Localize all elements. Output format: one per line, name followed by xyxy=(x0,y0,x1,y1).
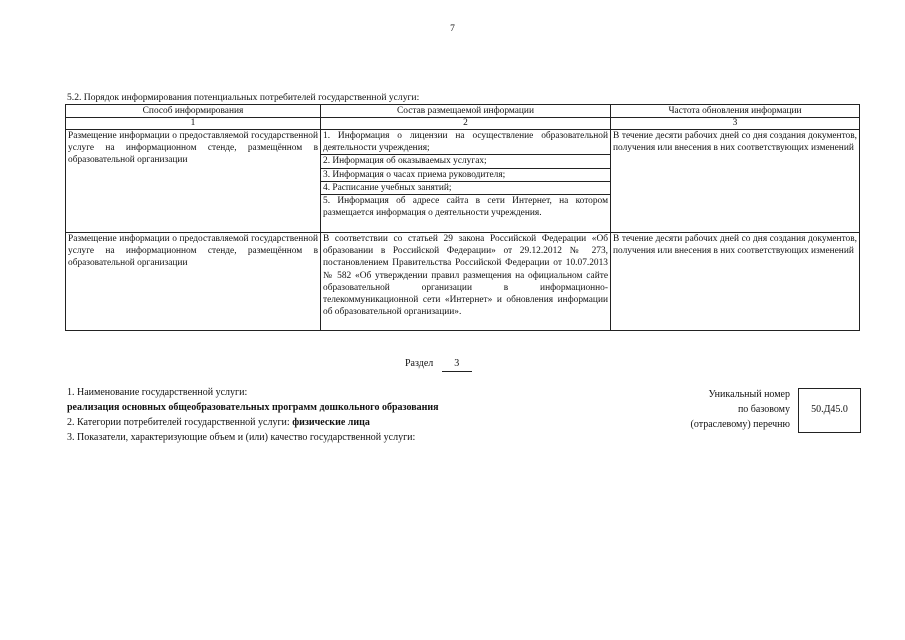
composition-item: 1. Информация о лицензии на осуществление образовательной деятельности учреждения; xyxy=(323,131,608,154)
consumers-value: физические лица xyxy=(292,417,370,428)
composition-legal-text: В соответствии со статьей 29 закона Российской Федерации «Об образовании в Российской Федерации» от 29.12.2012 № 273, постановлением Правительства Российской Федерации от 10.07.2013 № 582 «Об утверждении правил размещения на официальном сайте образовательной организации в информационно-телекоммуникационной сети «Интернет» и обновления информации об образовательной организации». xyxy=(323,234,608,318)
composition-item: 3. Информация о часах приема руководителя; xyxy=(321,168,610,181)
table-row xyxy=(66,233,860,331)
section-label: Раздел xyxy=(405,358,434,369)
method-cell xyxy=(66,130,321,233)
composition-item: 2. Информация об оказываемых услугах; xyxy=(321,154,610,167)
method-text: Размещение информации о предоставляемой государственной услуге на информационном стенде, размещённом в образовательной организации xyxy=(68,131,318,166)
unique-number-box xyxy=(798,388,861,433)
method-text: Размещение информации о предоставляемой государственной услуге на информационном стенде, размещённом в образовательной организации xyxy=(68,234,318,269)
frequency-cell xyxy=(611,233,860,331)
column-number: 3 xyxy=(611,118,860,130)
header-composition: Состав размещаемой информации xyxy=(321,105,611,118)
composition-cell xyxy=(321,130,611,233)
table-header-row xyxy=(66,105,860,118)
page-number: 7 xyxy=(450,24,455,34)
section-title xyxy=(405,358,472,372)
column-number: 2 xyxy=(321,118,611,130)
consumers-label: 2. Категории потребителей государственной услуги: xyxy=(67,417,290,428)
frequency-cell xyxy=(611,130,860,233)
header-method: Способ информирования xyxy=(66,105,321,118)
table-row xyxy=(66,130,860,233)
frequency-text: В течение десяти рабочих дней со дня создания документов, получения или внесения в них соответствующих изменений xyxy=(613,131,857,154)
consumers-line xyxy=(67,417,370,430)
table-column-numbers-row xyxy=(66,118,860,130)
unique-number-label-line: (отраслевому) перечню xyxy=(690,419,790,430)
service-name-value: реализация основных общеобразовательных программ дошкольного образования xyxy=(67,402,439,413)
unique-number-label-line: Уникальный номер xyxy=(708,389,790,400)
header-frequency: Частота обновления информации xyxy=(611,105,860,118)
indicators-label: 3. Показатели, характеризующие объем и (или) качество государственной услуги: xyxy=(67,432,416,443)
composition-cell xyxy=(321,233,611,331)
section-number: 3 xyxy=(442,358,472,372)
composition-item: 5. Информация об адресе сайта в сети Интернет, на котором размещается информация о деятельности учреждения. xyxy=(323,196,608,219)
service-name-label: 1. Наименование государственной услуги: xyxy=(67,387,248,398)
section-heading: 5.2. Порядок информирования потенциальных потребителей государственной услуги: xyxy=(67,92,420,103)
informing-table xyxy=(65,104,860,331)
unique-number-label-line: по базовому xyxy=(737,404,790,415)
unique-number-label xyxy=(691,387,790,432)
unique-number-value: 50.Д45.0 xyxy=(811,404,848,416)
frequency-text: В течение десяти рабочих дней со дня создания документов, получения или внесения в них соответствующих изменений xyxy=(613,234,857,257)
column-number: 1 xyxy=(66,118,321,130)
composition-item: 4. Расписание учебных занятий; xyxy=(321,181,610,194)
method-cell xyxy=(66,233,321,331)
